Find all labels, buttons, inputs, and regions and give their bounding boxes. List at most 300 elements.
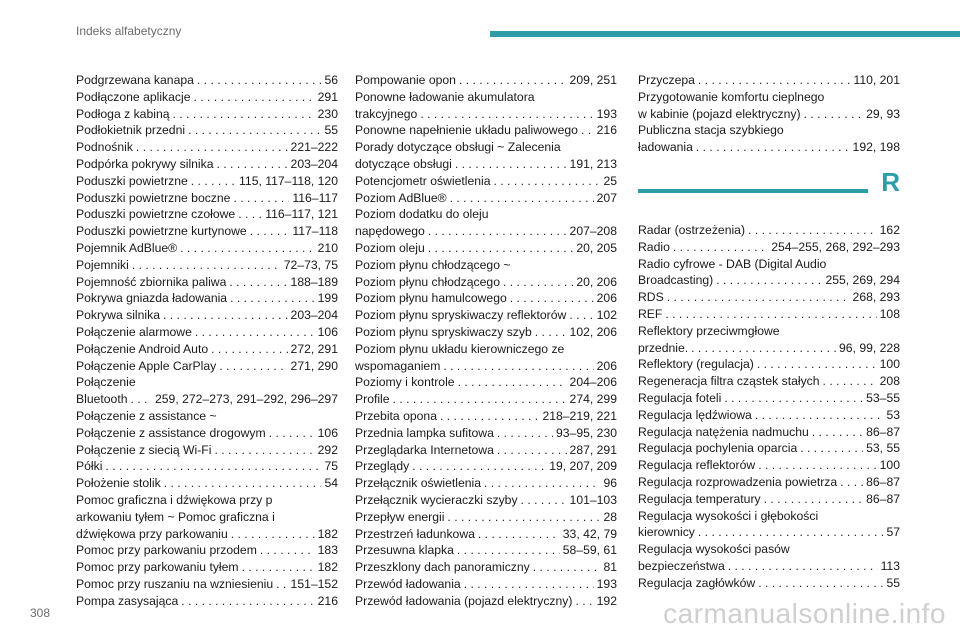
- dot-leader: [393, 391, 567, 408]
- index-entry: [355, 559, 617, 576]
- index-entry-text: Przełącznik wycieraczki szyby: [355, 492, 518, 507]
- index-entry-text: Broadcasting): [638, 273, 714, 288]
- index-entry: [355, 89, 617, 123]
- index-entry: [355, 122, 617, 139]
- index-entry-text: Przewód ładowania (pojazd elektryczny): [355, 593, 573, 608]
- index-entry-pages: 255, 269, 294: [825, 273, 900, 288]
- index-entry-pages: 203–204: [290, 156, 338, 171]
- dot-leader: [194, 89, 315, 106]
- index-entry-text: Radar (ostrzeżenia): [638, 222, 746, 237]
- index-entry-text: Pomoc przy parkowaniu przodem: [76, 543, 257, 558]
- header-accent-bar: [490, 31, 960, 37]
- index-entry: [638, 575, 900, 592]
- index-entry-text: RDS: [638, 290, 664, 305]
- dot-leader: [181, 593, 314, 610]
- dot-leader: [269, 425, 315, 442]
- index-entry-text: Połączenie z assistance ~: [76, 408, 217, 423]
- index-entry-pages: 33, 42, 79: [562, 526, 617, 541]
- index-entry-pages: 86–87: [866, 424, 900, 439]
- index-entry-text: Przeszklony dach panoramiczny: [355, 560, 530, 575]
- dot-leader: [447, 509, 600, 526]
- index-entry-pages: 182: [317, 526, 338, 541]
- index-entry: [638, 407, 900, 424]
- dot-leader: [497, 425, 553, 442]
- index-entry: [355, 374, 617, 391]
- index-entry-text: Pomoc przy ruszaniu na wzniesieniu: [76, 576, 274, 591]
- index-entry-text: Podgrzewana kanapa: [76, 73, 194, 87]
- index-entry: [355, 139, 617, 173]
- index-entry-pages: 53–55: [866, 390, 900, 405]
- index-group-before-section: [638, 72, 900, 156]
- index-entry-text: Pokrywa gniazda ładowania: [76, 291, 228, 306]
- index-entry-text: Przygotowanie komfortu cieplnego: [638, 89, 825, 104]
- dot-leader: [823, 373, 877, 390]
- index-entry-pages: 55: [886, 575, 900, 590]
- index-entry-text: Przednia lampka sufitowa: [355, 425, 494, 440]
- index-entry-pages: 108: [879, 306, 900, 321]
- index-entry-pages: 203–204: [290, 308, 338, 323]
- dot-leader: [180, 240, 315, 257]
- index-entry: [355, 290, 617, 307]
- index-entry: [76, 156, 338, 173]
- dot-leader: [132, 257, 281, 274]
- index-entry-text: Przełącznik oświetlenia: [355, 476, 481, 491]
- dot-leader: [163, 307, 288, 324]
- index-entry: [76, 139, 338, 156]
- dot-leader: [458, 374, 567, 391]
- index-entry-text: bezpieczeństwa: [638, 558, 725, 573]
- dot-leader: [464, 576, 594, 593]
- dot-leader: [428, 240, 574, 257]
- dot-leader: [755, 407, 884, 424]
- dot-leader: [440, 408, 539, 425]
- index-entry-text: Pojemność zbiornika paliwa: [76, 274, 227, 289]
- index-entry: [355, 475, 617, 492]
- index-entry-text: dźwiękowa przy parkowaniu: [76, 526, 228, 541]
- index-entry-text: REF: [638, 306, 663, 321]
- header-title: Indeks alfabetyczny: [76, 24, 182, 38]
- index-entry: [638, 122, 900, 156]
- index-entry: [638, 424, 900, 441]
- index-entry-text: Reflektory (regulacja): [638, 357, 754, 372]
- index-entry-pages: 208: [879, 374, 900, 389]
- index-entry-pages: 116–117: [292, 190, 338, 205]
- index-entry-text: Porady dotyczące obsługi ~ Zalecenia: [355, 140, 561, 155]
- index-entry-text: ładowania: [638, 140, 693, 155]
- dot-leader: [188, 122, 321, 139]
- index-entry: [76, 72, 338, 89]
- index-entry-pages: 182: [317, 560, 338, 575]
- dot-leader: [233, 190, 289, 207]
- index-entry-text: Poziom płynu spryskiwaczy reflektorów: [355, 308, 567, 323]
- index-entry: [355, 425, 617, 442]
- index-entry: [638, 289, 900, 306]
- index-entry: [76, 257, 338, 274]
- index-entry-pages: 206: [596, 291, 617, 306]
- dot-leader: [698, 524, 884, 541]
- index-column-1: [76, 72, 338, 610]
- dot-leader: [230, 290, 315, 307]
- index-entry-text: Potencjometr oświetlenia: [355, 173, 491, 188]
- index-entry-pages: 216: [317, 593, 338, 608]
- dot-leader: [521, 492, 567, 509]
- index-entry-pages: 54: [324, 476, 338, 491]
- index-entry-pages: 110, 201: [853, 73, 900, 87]
- dot-leader: [459, 72, 567, 89]
- index-entry-text: Poziom płynu spryskiwaczy szyb: [355, 324, 532, 339]
- index-entry-text: Pojemnik AdBlue®: [76, 240, 178, 255]
- index-entry-text: Regulacja temperatury: [638, 491, 761, 506]
- index-entry: [638, 222, 900, 239]
- dot-leader: [260, 542, 315, 559]
- dot-leader: [510, 290, 594, 307]
- index-entry-text: napędowego: [355, 224, 425, 239]
- dot-leader: [420, 106, 593, 123]
- index-entry-text: Regulacja zagłówków: [638, 575, 756, 590]
- index-entry: [355, 173, 617, 190]
- index-entry-text: Podpórka pokrywy silnika: [76, 156, 214, 171]
- index-entry-pages: 53, 55: [866, 441, 900, 456]
- index-entry-pages: 206: [596, 358, 617, 373]
- dot-leader: [105, 458, 321, 475]
- watermark: carmanualsonline.info: [663, 598, 946, 629]
- index-entry: [355, 509, 617, 526]
- index-entry-text: trakcyjnego: [355, 106, 418, 121]
- index-entry-pages: 192: [596, 593, 617, 608]
- dot-leader: [724, 390, 863, 407]
- index-entry-pages: 218–219, 221: [542, 408, 617, 423]
- index-entry: [638, 440, 900, 457]
- index-entry: [638, 89, 900, 123]
- index-entry-text: Poziom płynu chłodzącego: [355, 274, 500, 289]
- dot-leader: [698, 72, 851, 89]
- index-entry-text: Poduszki powietrzne boczne: [76, 190, 231, 205]
- dot-leader: [581, 122, 594, 139]
- dot-leader: [691, 340, 836, 357]
- index-entry: [638, 72, 900, 89]
- dot-leader: [238, 206, 262, 223]
- index-entry-text: Poduszki powietrzne czołowe: [76, 207, 236, 222]
- index-entry-text: Połączenie Apple CarPlay: [76, 358, 217, 373]
- index-entry-text: Regulacja natężenia nadmuchu: [638, 424, 809, 439]
- index-entry-pages: 259, 272–273, 291–292, 296–297: [155, 392, 338, 407]
- index-entry-text: Pokrywa silnika: [76, 308, 160, 323]
- index-entry-text: Przesuwna klapka: [355, 543, 454, 558]
- index-entry-pages: 204–206: [569, 375, 617, 390]
- index-entry: [76, 307, 338, 324]
- index-entry: [638, 457, 900, 474]
- index-entry: [76, 458, 338, 475]
- index-entry-pages: 86–87: [866, 474, 900, 489]
- dot-leader: [535, 324, 567, 341]
- dot-leader: [758, 457, 876, 474]
- dot-leader: [136, 139, 288, 156]
- index-entry: [355, 190, 617, 207]
- index-entry-pages: 291: [317, 89, 338, 104]
- index-entry-pages: 272, 291: [290, 341, 338, 356]
- index-entry: [355, 341, 617, 375]
- index-entry-pages: 115, 117–118, 120: [239, 173, 338, 188]
- index-entry-text: Podłączone aplikacje: [76, 89, 191, 104]
- index-entry: [76, 593, 338, 610]
- dot-leader: [758, 575, 883, 592]
- index-entry-text: Pompowanie opon: [355, 73, 456, 87]
- index-column-2: [355, 72, 617, 610]
- index-entry-pages: 55: [324, 123, 338, 138]
- index-entry-text: Ponowne napełnienie układu paliwowego: [355, 123, 578, 138]
- index-entry: [76, 374, 338, 408]
- dot-leader: [250, 223, 290, 240]
- index-entry: [638, 541, 900, 575]
- index-entry-pages: 102, 206: [569, 324, 617, 339]
- dot-leader: [231, 526, 315, 543]
- index-entry-text: Reflektory przeciwmgłowe: [638, 323, 780, 338]
- index-entry: [355, 240, 617, 257]
- index-entry-pages: 100: [879, 458, 900, 473]
- index-entry-text: Przyczepa: [638, 73, 695, 87]
- dot-leader: [484, 475, 600, 492]
- dot-leader: [242, 559, 315, 576]
- index-entry-text: Poziom płynu układu kierowniczego ze: [355, 341, 565, 356]
- index-entry: [76, 274, 338, 291]
- index-entry-text: Poziomy i kontrole: [355, 375, 455, 390]
- dot-leader: [728, 558, 878, 575]
- index-entry-text: Podłoga z kabiną: [76, 106, 170, 121]
- index-entry-pages: 162: [879, 222, 900, 237]
- index-entry-pages: 96: [603, 476, 617, 491]
- index-entry: [76, 324, 338, 341]
- index-entry: [355, 576, 617, 593]
- index-entry-text: Półki: [76, 459, 103, 474]
- dot-leader: [214, 442, 314, 459]
- index-entry-text: Radio cyfrowe - DAB (Digital Audio: [638, 256, 827, 271]
- index-entry: [76, 290, 338, 307]
- dot-leader: [575, 593, 593, 610]
- index-group-after-section: [638, 222, 900, 592]
- index-entry-pages: 254–255, 268, 292–293: [771, 239, 900, 254]
- dot-leader: [450, 190, 594, 207]
- index-entry-text: Poduszki powietrzne: [76, 173, 188, 188]
- dot-leader: [696, 139, 850, 156]
- index-entry-text: Regulacja wysokości i głębokości: [638, 508, 819, 523]
- index-entry: [76, 190, 338, 207]
- index-entry-pages: 56: [324, 73, 338, 87]
- dot-leader: [197, 72, 322, 89]
- index-entry-text: Połączenie: [76, 375, 136, 390]
- index-entry-pages: 287, 291: [569, 442, 617, 457]
- index-entry: [638, 306, 900, 323]
- dot-leader: [191, 173, 236, 190]
- dot-leader: [164, 475, 322, 492]
- index-entry-pages: 86–87: [866, 491, 900, 506]
- index-entry-text: Regulacja foteli: [638, 390, 722, 405]
- index-entry: [355, 542, 617, 559]
- index-entry-pages: 93–95, 230: [556, 425, 617, 440]
- index-entry: [355, 492, 617, 509]
- section-rule: [638, 189, 868, 193]
- index-entry-text: wspomaganiem: [355, 358, 441, 373]
- index-entry-pages: 230: [317, 106, 338, 121]
- index-entry-pages: 58–59, 61: [562, 543, 617, 558]
- index-entry-pages: 53: [886, 407, 900, 422]
- index-entry-pages: 207: [596, 190, 617, 205]
- index-entry-text: Połączenie Android Auto: [76, 341, 209, 356]
- index-entry: [76, 240, 338, 257]
- section-header-r: [638, 164, 900, 222]
- dot-leader: [173, 106, 315, 123]
- index-entry: [355, 458, 617, 475]
- index-entry-pages: 192, 198: [852, 140, 900, 155]
- index-entry: [638, 239, 900, 256]
- index-entry-text: Poziom oleju: [355, 240, 425, 255]
- dot-leader: [229, 274, 287, 291]
- index-entry: [76, 358, 338, 375]
- index-entry-pages: 193: [596, 106, 617, 121]
- index-entry: [76, 173, 338, 190]
- index-entry-pages: 29, 93: [866, 106, 900, 121]
- index-entry: [76, 442, 338, 459]
- dot-leader: [764, 491, 863, 508]
- index-entry-pages: 81: [603, 560, 617, 575]
- index-entry: [76, 576, 338, 593]
- dot-leader: [494, 173, 601, 190]
- index-entry-text: arkowaniu tyłem ~ Pomoc graficzna i: [76, 509, 275, 524]
- index-entry-pages: 101–103: [569, 492, 617, 507]
- page-number: 308: [30, 606, 51, 620]
- index-entry-pages: 271, 290: [290, 358, 338, 373]
- dot-leader: [443, 358, 593, 375]
- index-entry-pages: 96, 99, 228: [839, 340, 900, 355]
- index-entry-text: Połączenie z assistance drogowym: [76, 425, 266, 440]
- index-entry-text: Podłokietnik przedni: [76, 123, 186, 138]
- index-entry-text: Przestrzeń ładunkowa: [355, 526, 475, 541]
- index-entry-text: Publiczna stacja szybkiego: [638, 123, 784, 138]
- index-entry-text: Podnośnik: [76, 140, 133, 155]
- index-entry-pages: 292: [317, 442, 338, 457]
- index-entry-text: Przeglądy: [355, 459, 410, 474]
- index-entry-pages: 221–222: [290, 140, 338, 155]
- index-entry: [76, 492, 338, 542]
- index-entry-text: Pojemniki: [76, 257, 129, 272]
- index-entry-text: kierownicy: [638, 525, 695, 540]
- index-entry: [638, 491, 900, 508]
- dot-leader: [673, 239, 768, 256]
- index-entry-pages: 20, 206: [576, 274, 617, 289]
- index-entry-text: Regulacja wysokości pasów: [638, 542, 790, 557]
- index-entry-pages: 100: [879, 357, 900, 372]
- dot-leader: [428, 223, 567, 240]
- index-entry-pages: 116–117, 121: [265, 207, 338, 222]
- index-entry-text: Pompa zasysająca: [76, 593, 179, 608]
- index-entry: [76, 223, 338, 240]
- dot-leader: [217, 156, 288, 173]
- index-entry: [76, 341, 338, 358]
- index-entry: [638, 474, 900, 491]
- index-entry: [355, 442, 617, 459]
- index-entry-text: Poziom płynu chłodzącego ~: [355, 257, 511, 272]
- index-entry-pages: 210: [317, 240, 338, 255]
- index-entry-text: Poduszki powietrzne kurtynowe: [76, 224, 247, 239]
- index-entry: [355, 593, 617, 610]
- dot-leader: [812, 424, 863, 441]
- dot-leader: [503, 274, 573, 291]
- index-entry-text: Bluetooth: [76, 392, 128, 407]
- dot-leader: [457, 542, 560, 559]
- dot-leader: [800, 440, 863, 457]
- index-entry-text: Profile: [355, 392, 390, 407]
- index-entry-text: dotyczące obsługi: [355, 156, 452, 171]
- index-entry-pages: 20, 205: [576, 240, 617, 255]
- index-entry: [638, 390, 900, 407]
- index-entry: [355, 307, 617, 324]
- index-entry: [355, 324, 617, 341]
- index-entry-pages: 57: [886, 525, 900, 540]
- index-entry-text: Poziom dodatku do oleju: [355, 207, 489, 222]
- section-letter: R: [881, 166, 900, 197]
- dot-leader: [412, 458, 546, 475]
- dot-leader: [211, 341, 287, 358]
- dot-leader: [497, 442, 567, 459]
- index-entry-text: Regulacja reflektorów: [638, 458, 756, 473]
- dot-leader: [478, 526, 560, 543]
- index-entry-pages: 183: [317, 543, 338, 558]
- index-entry: [355, 391, 617, 408]
- index-entry-pages: 117–118: [292, 224, 338, 239]
- index-entry-pages: 19, 207, 209: [549, 459, 617, 474]
- index-entry: [355, 526, 617, 543]
- index-entry: [355, 206, 617, 240]
- index-entry-text: Położenie stolik: [76, 476, 161, 491]
- index-entry-pages: 268, 293: [852, 290, 900, 305]
- index-entry-text: Regulacja lędźwiowa: [638, 407, 752, 422]
- index-entry-text: Połączenie z siecią Wi-Fi: [76, 442, 212, 457]
- index-entry-text: Ponowne ładowanie akumulatora: [355, 89, 535, 104]
- dot-leader: [219, 358, 287, 375]
- index-entry: [638, 256, 900, 290]
- index-entry-pages: 207–208: [569, 224, 617, 239]
- index-entry: [76, 206, 338, 223]
- index-entry-text: Radio: [638, 239, 670, 254]
- index-entry: [76, 106, 338, 123]
- index-entry-text: Regulacja pochylenia oparcia: [638, 441, 798, 456]
- index-entry: [638, 508, 900, 542]
- index-entry-pages: 199: [317, 291, 338, 306]
- index-entry-text: Pomoc graficzna i dźwiękowa przy p: [76, 492, 273, 507]
- index-column-3: [638, 72, 900, 592]
- index-entry: [638, 323, 900, 357]
- index-entry-pages: 274, 299: [569, 392, 617, 407]
- index-entry: [76, 122, 338, 139]
- index-entry-pages: 102: [596, 308, 617, 323]
- index-entry-text: w kabinie (pojazd elektryczny): [638, 106, 801, 121]
- index-entry: [638, 373, 900, 390]
- index-entry-pages: 25: [603, 173, 617, 188]
- index-entry-text: Przeglądarka Internetowa: [355, 442, 494, 457]
- index-entry-pages: 193: [596, 576, 617, 591]
- dot-leader: [195, 324, 315, 341]
- index-entry-pages: 216: [596, 123, 617, 138]
- index-entry-text: Regeneracja filtra cząstek stałych: [638, 374, 820, 389]
- index-entry-pages: 209, 251: [569, 73, 617, 87]
- index-entry-pages: 191, 213: [569, 156, 617, 171]
- index-entry-text: Regulacja rozprowadzenia powietrza: [638, 474, 838, 489]
- dot-leader: [131, 391, 153, 408]
- index-entry-pages: 113: [880, 558, 900, 573]
- index-entry-text: Poziom płynu hamulcowego: [355, 291, 507, 306]
- index-entry-pages: 151–152: [290, 576, 338, 591]
- index-entry-pages: 188–189: [290, 274, 338, 289]
- dot-leader: [716, 272, 822, 289]
